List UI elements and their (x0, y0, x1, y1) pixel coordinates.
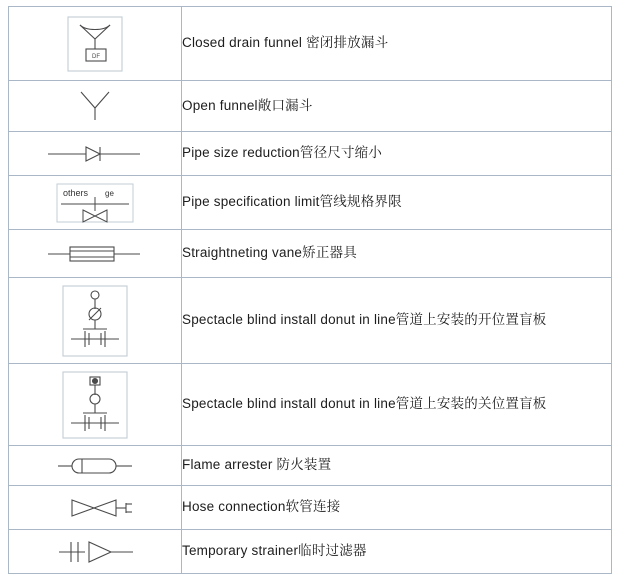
table-row (9, 7, 612, 81)
description-cell: Pipe size reduction管径尺寸缩小 (182, 132, 612, 176)
table-row (9, 81, 612, 132)
flame-arrester-symbol (9, 453, 181, 479)
symbol-cell (9, 364, 182, 446)
svg-text:DF: DF (92, 53, 100, 60)
pipe-specification-limit-symbol (9, 180, 181, 226)
straightening-vane-symbol (9, 238, 181, 270)
description-cell: Open funnel敞口漏斗 (182, 81, 612, 132)
spectacle-blind-closed-symbol (9, 369, 181, 441)
symbol-cell (9, 230, 182, 278)
description-cell: Straightneting vane矫正器具 (182, 230, 612, 278)
description-cell: Closed drain funnel 密闭排放漏斗 (182, 7, 612, 81)
symbol-cell (9, 530, 182, 574)
description-cell: Spectacle blind install donut in line管道上安装的关位置盲板 (182, 364, 612, 446)
symbol-cell (9, 7, 182, 81)
open-funnel-symbol (9, 86, 181, 126)
description-cell: Pipe specification limit管线规格界限 (182, 176, 612, 230)
symbol-cell (9, 176, 182, 230)
symbol-legend-table (8, 6, 612, 574)
table-row (9, 176, 612, 230)
table-row (9, 278, 612, 364)
spectacle-blind-open-symbol (9, 283, 181, 359)
description-cell: Hose connection软管连接 (182, 486, 612, 530)
description-cell: Temporary strainer临时过滤器 (182, 530, 612, 574)
svg-text:others: others (63, 187, 89, 198)
symbol-cell (9, 132, 182, 176)
table-row (9, 364, 612, 446)
hose-connection-symbol (9, 493, 181, 523)
description-cell: Spectacle blind install donut in line管道上安装的开位置盲板 (182, 278, 612, 364)
pipe-size-reduction-symbol (9, 141, 181, 167)
table-row (9, 486, 612, 530)
symbol-cell (9, 446, 182, 486)
table-row (9, 446, 612, 486)
description-cell: Flame arrester 防火装置 (182, 446, 612, 486)
symbol-cell (9, 486, 182, 530)
table-row (9, 230, 612, 278)
closed-drain-funnel-symbol (9, 15, 181, 73)
temporary-strainer-symbol (9, 535, 181, 569)
svg-text:ge: ge (105, 188, 114, 198)
table-row (9, 530, 612, 574)
symbol-cell (9, 278, 182, 364)
symbol-cell (9, 81, 182, 132)
table-row (9, 132, 612, 176)
